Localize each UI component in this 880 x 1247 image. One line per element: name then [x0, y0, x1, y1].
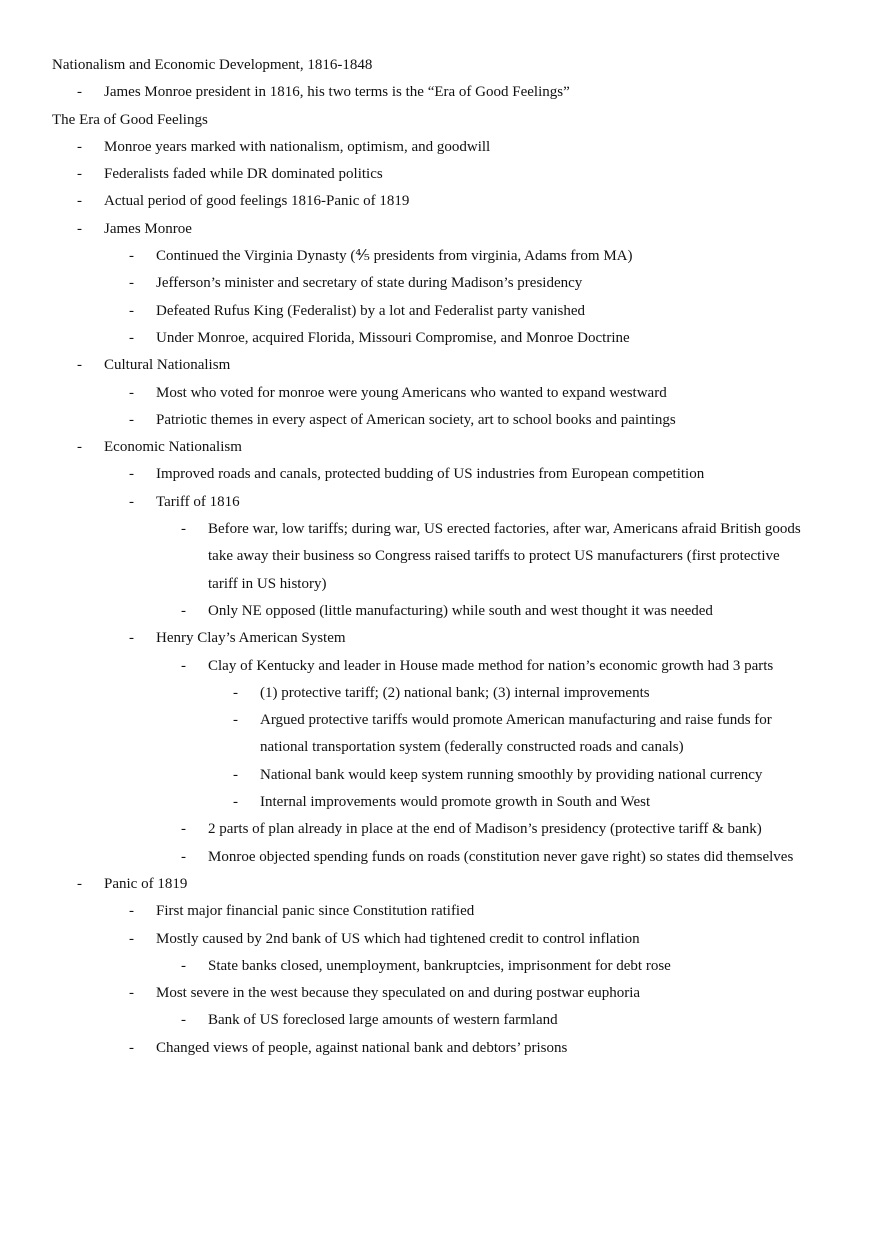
list-item — [52, 789, 842, 816]
bullet-dash: - — [129, 248, 134, 265]
bullet-dash: - — [129, 302, 134, 319]
list-item-text: Under Monroe, acquired Florida, Missouri Compromise, and Monroe Doctrine — [156, 329, 630, 346]
list-item — [52, 216, 842, 243]
list-item-text: Monroe objected spending funds on roads (constitution never gave right) so states did themselves — [208, 848, 794, 865]
list-item — [52, 816, 842, 843]
list-item-text: Improved roads and canals, protected budding of US industries from European competition — [156, 466, 705, 483]
list-item-text: Federalists faded while DR dominated politics — [104, 166, 383, 183]
bullet-dash: - — [233, 712, 238, 729]
bullet-dash: - — [181, 602, 186, 619]
list-item-text: Only NE opposed (little manufacturing) while south and west thought it was needed — [208, 602, 713, 619]
bullet-dash: - — [77, 220, 82, 237]
bullet-dash: - — [181, 848, 186, 865]
list-item — [52, 243, 842, 270]
list-item — [52, 762, 842, 789]
list-item-text: (1) protective tariff; (2) national bank; (3) internal improvements — [260, 684, 650, 701]
bullet-dash: - — [233, 766, 238, 783]
bullet-dash: - — [181, 1012, 186, 1029]
bullet-dash: - — [77, 193, 82, 210]
list-item-text: James Monroe president in 1816, his two terms is the “Era of Good Feelings” — [104, 84, 570, 101]
list-item — [52, 516, 842, 598]
list-item — [52, 871, 842, 898]
bullet-dash: - — [129, 985, 134, 1002]
bullet-dash: - — [233, 794, 238, 811]
bullet-dash: - — [181, 521, 186, 538]
list-item-text: Argued protective tariffs would promote American manufacturing and raise funds for national transportation system (federally constructed roads and canals) — [260, 712, 772, 756]
notes-body — [52, 52, 842, 1062]
bullet-dash: - — [129, 630, 134, 647]
list-item-text: Bank of US foreclosed large amounts of western farmland — [208, 1012, 558, 1029]
list-item — [52, 325, 842, 352]
bullet-dash: - — [129, 466, 134, 483]
list-item — [52, 79, 842, 106]
list-item-text: James Monroe — [104, 220, 192, 237]
list-item — [52, 598, 842, 625]
bullet-dash: - — [77, 357, 82, 374]
bullet-dash: - — [129, 384, 134, 401]
bullet-dash: - — [129, 329, 134, 346]
list-item — [52, 407, 842, 434]
bullet-dash: - — [129, 903, 134, 920]
bullet-dash: - — [77, 439, 82, 456]
section-heading: The Era of Good Feelings — [52, 111, 208, 128]
bullet-dash: - — [129, 275, 134, 292]
list-item — [52, 188, 842, 215]
list-item-text: Patriotic themes in every aspect of American society, art to school books and paintings — [156, 411, 676, 428]
bullet-dash: - — [181, 957, 186, 974]
list-item-text: Actual period of good feelings 1816-Panic of 1819 — [104, 193, 410, 210]
list-item-text: 2 parts of plan already in place at the end of Madison’s presidency (protective tariff & bank) — [208, 821, 762, 838]
list-item — [52, 653, 842, 680]
list-item-text: Continued the Virginia Dynasty (⅘ presidents from virginia, Adams from MA) — [156, 248, 633, 265]
bullet-dash: - — [181, 657, 186, 674]
list-item — [52, 434, 842, 461]
list-item — [52, 461, 842, 488]
bullet-dash: - — [129, 493, 134, 510]
list-item-text: Defeated Rufus King (Federalist) by a lot and Federalist party vanished — [156, 302, 586, 319]
list-item — [52, 270, 842, 297]
bullet-dash: - — [77, 875, 82, 892]
list-item-text: Jefferson’s minister and secretary of state during Madison’s presidency — [156, 275, 583, 292]
list-item-text: Before war, low tariffs; during war, US erected factories, after war, Americans afraid British goods take away their business so Congress raised tariffs to protect US manufacturers (first protective tariff in US history) — [208, 521, 801, 592]
list-item-text: Cultural Nationalism — [104, 357, 231, 374]
list-item — [52, 680, 842, 707]
list-item-text: First major financial panic since Constitution ratified — [156, 903, 475, 920]
list-item — [52, 844, 842, 871]
list-item-text: Henry Clay’s American System — [156, 630, 346, 647]
list-item — [52, 298, 842, 325]
list-item — [52, 926, 842, 953]
list-item — [52, 980, 842, 1007]
list-item — [52, 380, 842, 407]
bullet-dash: - — [233, 684, 238, 701]
list-item-text: Panic of 1819 — [104, 875, 188, 892]
bullet-dash: - — [129, 930, 134, 947]
list-item — [52, 489, 842, 516]
list-item-text: Changed views of people, against national bank and debtors’ prisons — [156, 1039, 568, 1056]
bullet-dash: - — [77, 166, 82, 183]
list-item — [52, 134, 842, 161]
list-item — [52, 1035, 842, 1062]
bullet-dash: - — [77, 84, 82, 101]
list-item — [52, 161, 842, 188]
list-item — [52, 898, 842, 925]
bullet-dash: - — [77, 138, 82, 155]
list-item — [52, 352, 842, 379]
list-item-text: Tariff of 1816 — [156, 493, 240, 510]
list-item-text: Monroe years marked with nationalism, optimism, and goodwill — [104, 138, 491, 155]
bullet-dash: - — [129, 1039, 134, 1056]
list-item — [52, 707, 842, 762]
list-item — [52, 625, 842, 652]
bullet-dash: - — [129, 411, 134, 428]
list-item-text: National bank would keep system running smoothly by providing national currency — [260, 766, 763, 783]
list-item-text: Internal improvements would promote growth in South and West — [260, 794, 651, 811]
list-item-text: Economic Nationalism — [104, 439, 242, 456]
list-item-text: Clay of Kentucky and leader in House made method for nation’s economic growth had 3 parts — [208, 657, 774, 674]
list-item-text: Mostly caused by 2nd bank of US which had tightened credit to control inflation — [156, 930, 640, 947]
list-item — [52, 953, 842, 980]
list-item-text: State banks closed, unemployment, bankruptcies, imprisonment for debt rose — [208, 957, 671, 974]
list-item — [52, 1007, 842, 1034]
list-item-text: Most who voted for monroe were young Americans who wanted to expand westward — [156, 384, 667, 401]
bullet-dash: - — [181, 821, 186, 838]
document-title: Nationalism and Economic Development, 1816-1848 — [52, 57, 373, 73]
list-item-text: Most severe in the west because they speculated on and during postwar euphoria — [156, 985, 641, 1002]
